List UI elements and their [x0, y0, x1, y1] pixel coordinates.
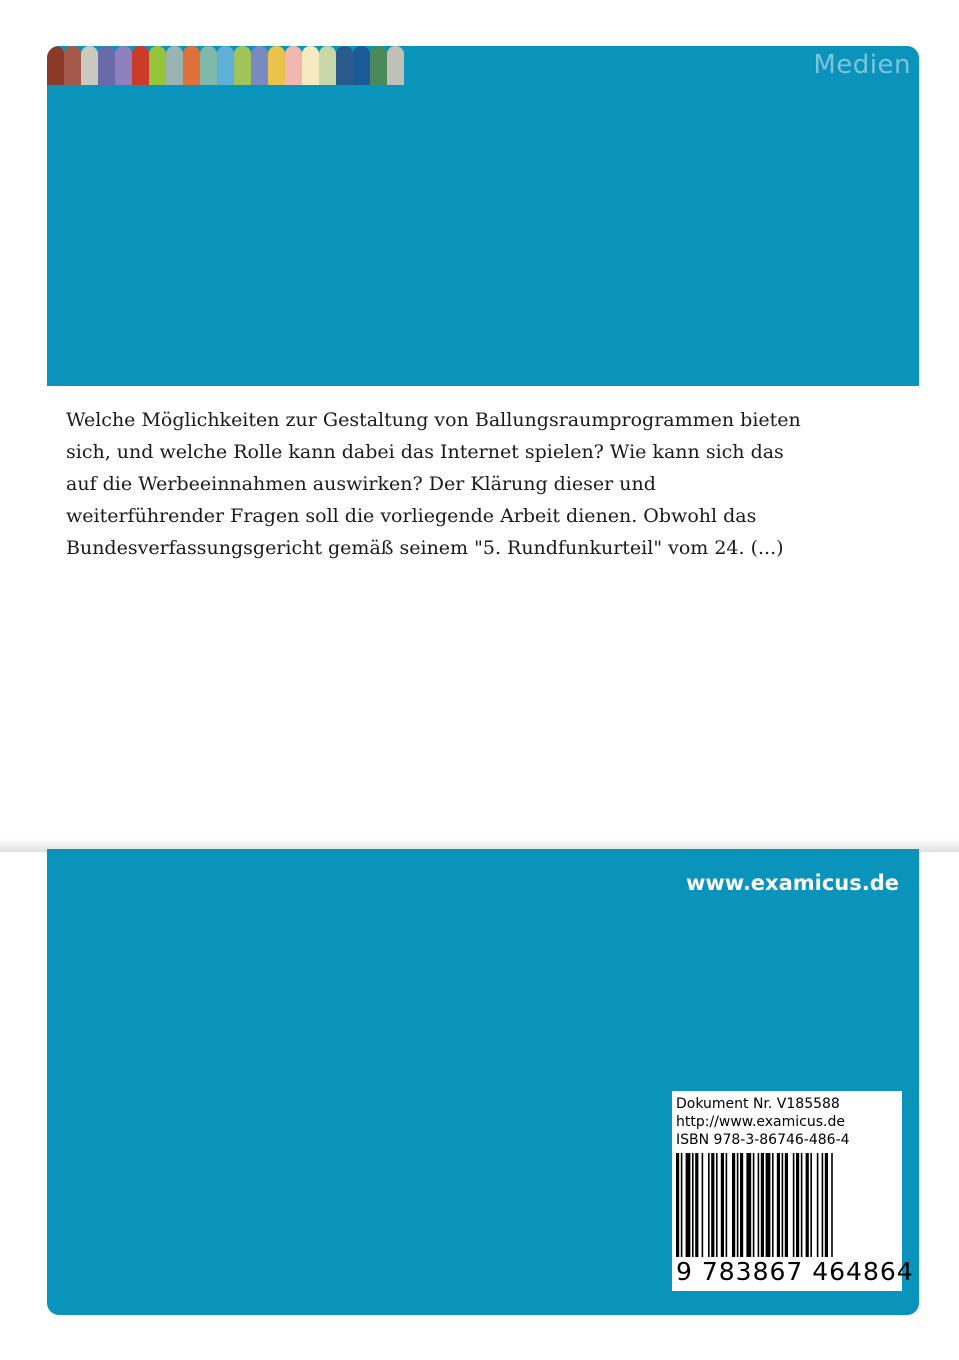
- color-stripe: [115, 46, 132, 85]
- color-stripe: [234, 46, 251, 85]
- blurb-text: Welche Möglichkeiten zur Gestaltung von Ballungsraumprogrammen bieten sich, und welche Rolle kann dabei das Internet spielen? Wie kann sich das auf die Werbeeinnahmen auswirken? Der Klärung dieser und weiterführender Fragen soll die vorliegende Arbeit dienen. Obwohl das Bundesverfassungsgericht gemäß seinem "5. Rundfunkurteil" vom 24. (...): [66, 409, 801, 559]
- color-stripe: [302, 46, 319, 85]
- color-stripe: [183, 46, 200, 85]
- color-stripe: [217, 46, 234, 85]
- barcode-box: [672, 1091, 914, 1291]
- bottom-cover-panel: [47, 849, 919, 1315]
- barcode-icon: [676, 1153, 898, 1263]
- barcode-digits: 9 783867 464864: [676, 1257, 914, 1286]
- color-stripe: [200, 46, 217, 85]
- document-meta: [676, 1095, 850, 1149]
- color-stripe: [81, 46, 98, 85]
- color-stripe: [132, 46, 149, 85]
- document-url: http://www.examicus.de: [676, 1114, 845, 1130]
- color-stripe: [47, 46, 64, 85]
- isbn: ISBN 978-3-86746-486-4: [676, 1132, 850, 1148]
- color-stripe: [336, 46, 353, 85]
- category-label: Medien: [813, 50, 911, 80]
- color-stripe: [98, 46, 115, 85]
- color-stripe: [353, 46, 370, 85]
- color-stripe: [149, 46, 166, 85]
- publisher-website: www.examicus.de: [685, 871, 899, 895]
- color-stripe: [387, 46, 404, 85]
- document-number: Dokument Nr. V185588: [676, 1096, 840, 1112]
- top-cover-panel: [47, 46, 919, 386]
- color-stripe: [319, 46, 336, 85]
- color-stripes: [47, 46, 404, 85]
- color-stripe: [251, 46, 268, 85]
- color-stripe: [268, 46, 285, 85]
- color-stripe: [370, 46, 387, 85]
- color-stripe: [166, 46, 183, 85]
- color-stripe: [285, 46, 302, 85]
- color-stripe: [64, 46, 81, 85]
